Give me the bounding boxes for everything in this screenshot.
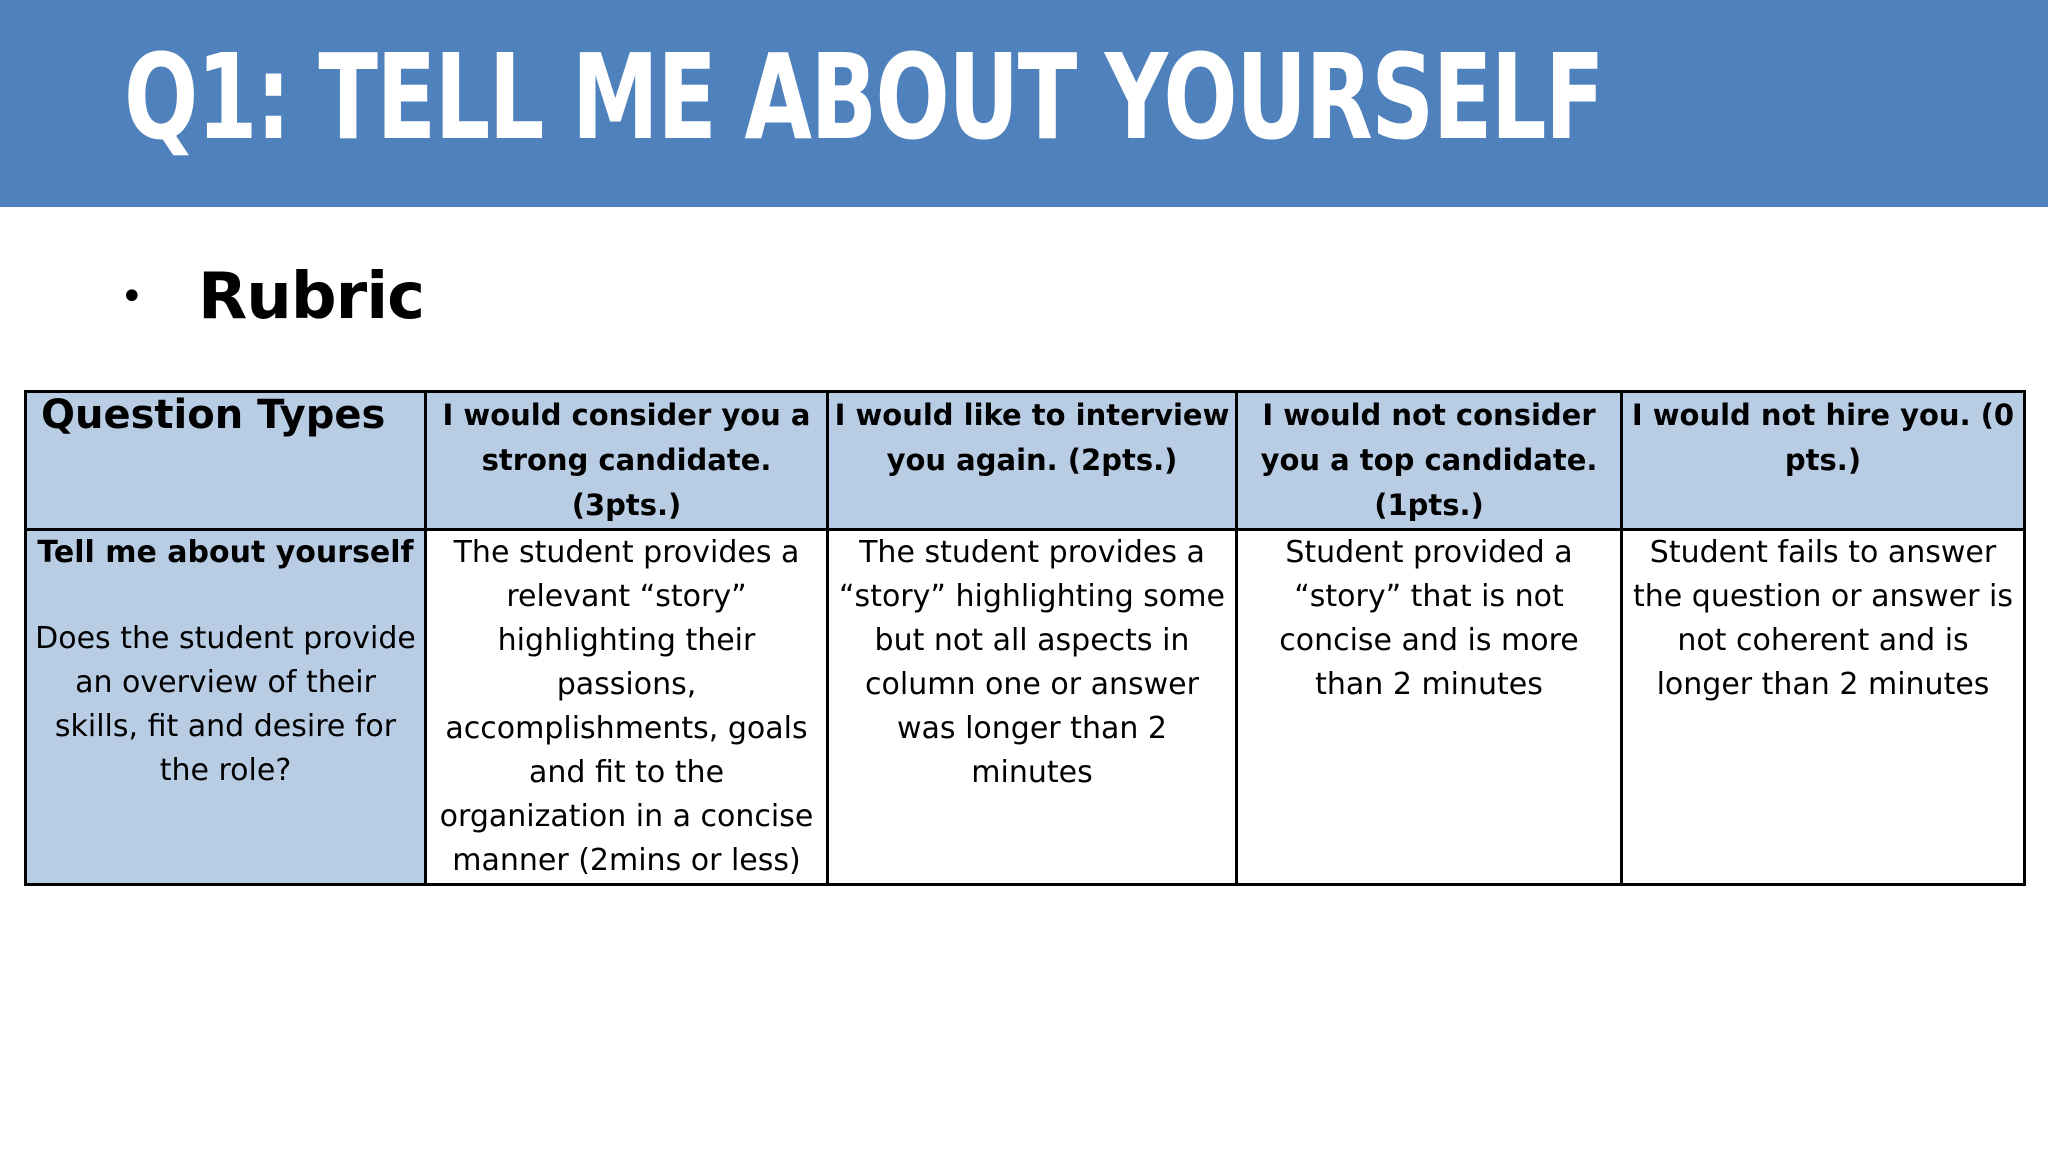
header-3pts-text: I would consider you a strong candidate. (3pts.)	[442, 398, 811, 522]
header-1pts-text: I would not consider you a top candidate. (1pts.)	[1260, 398, 1598, 522]
cell-3pts	[426, 530, 828, 885]
header-2pts	[828, 392, 1237, 530]
bullet-text: Rubric	[198, 260, 425, 334]
header-2pts-text: I would like to interview you again. (2pts.)	[834, 398, 1230, 477]
header-1pts	[1237, 392, 1622, 530]
header-3pts	[426, 392, 828, 530]
question-body: Does the student provide an overview of their skills, fit and desire for the role?	[35, 621, 416, 788]
cell-0pts	[1622, 530, 2025, 885]
cell-2pts-text: The student provides a “story” highlighting some but not all aspects in column one or answer was longer than 2 minutes	[839, 535, 1225, 790]
slide-title: Q1: TELL ME ABOUT YOURSELF	[124, 28, 1604, 166]
header-question-types: Question Types	[26, 392, 426, 530]
question-title: Tell me about yourself	[37, 535, 414, 570]
header-0pts-text: I would not hire you. (0 pts.)	[1631, 398, 2015, 477]
cell-1pts-text: Student provided a “story” that is not concise and is more than 2 minutes	[1279, 535, 1579, 702]
table-row	[26, 530, 2025, 885]
question-cell	[26, 530, 426, 885]
bullet-icon: •	[120, 274, 144, 320]
cell-2pts	[828, 530, 1237, 885]
cell-1pts	[1237, 530, 1622, 885]
header-0pts	[1622, 392, 2025, 530]
table-header-row	[26, 392, 2025, 530]
rubric-table	[24, 390, 2026, 886]
cell-0pts-text: Student fails to answer the question or answer is not coherent and is longer than 2 minutes	[1633, 535, 2013, 702]
bullet-item	[120, 252, 424, 342]
title-banner	[0, 0, 2048, 207]
cell-3pts-text: The student provides a relevant “story” highlighting their passions, accomplishments, goals and fit to the organization in a concise manner (2mins or less)	[439, 535, 814, 878]
